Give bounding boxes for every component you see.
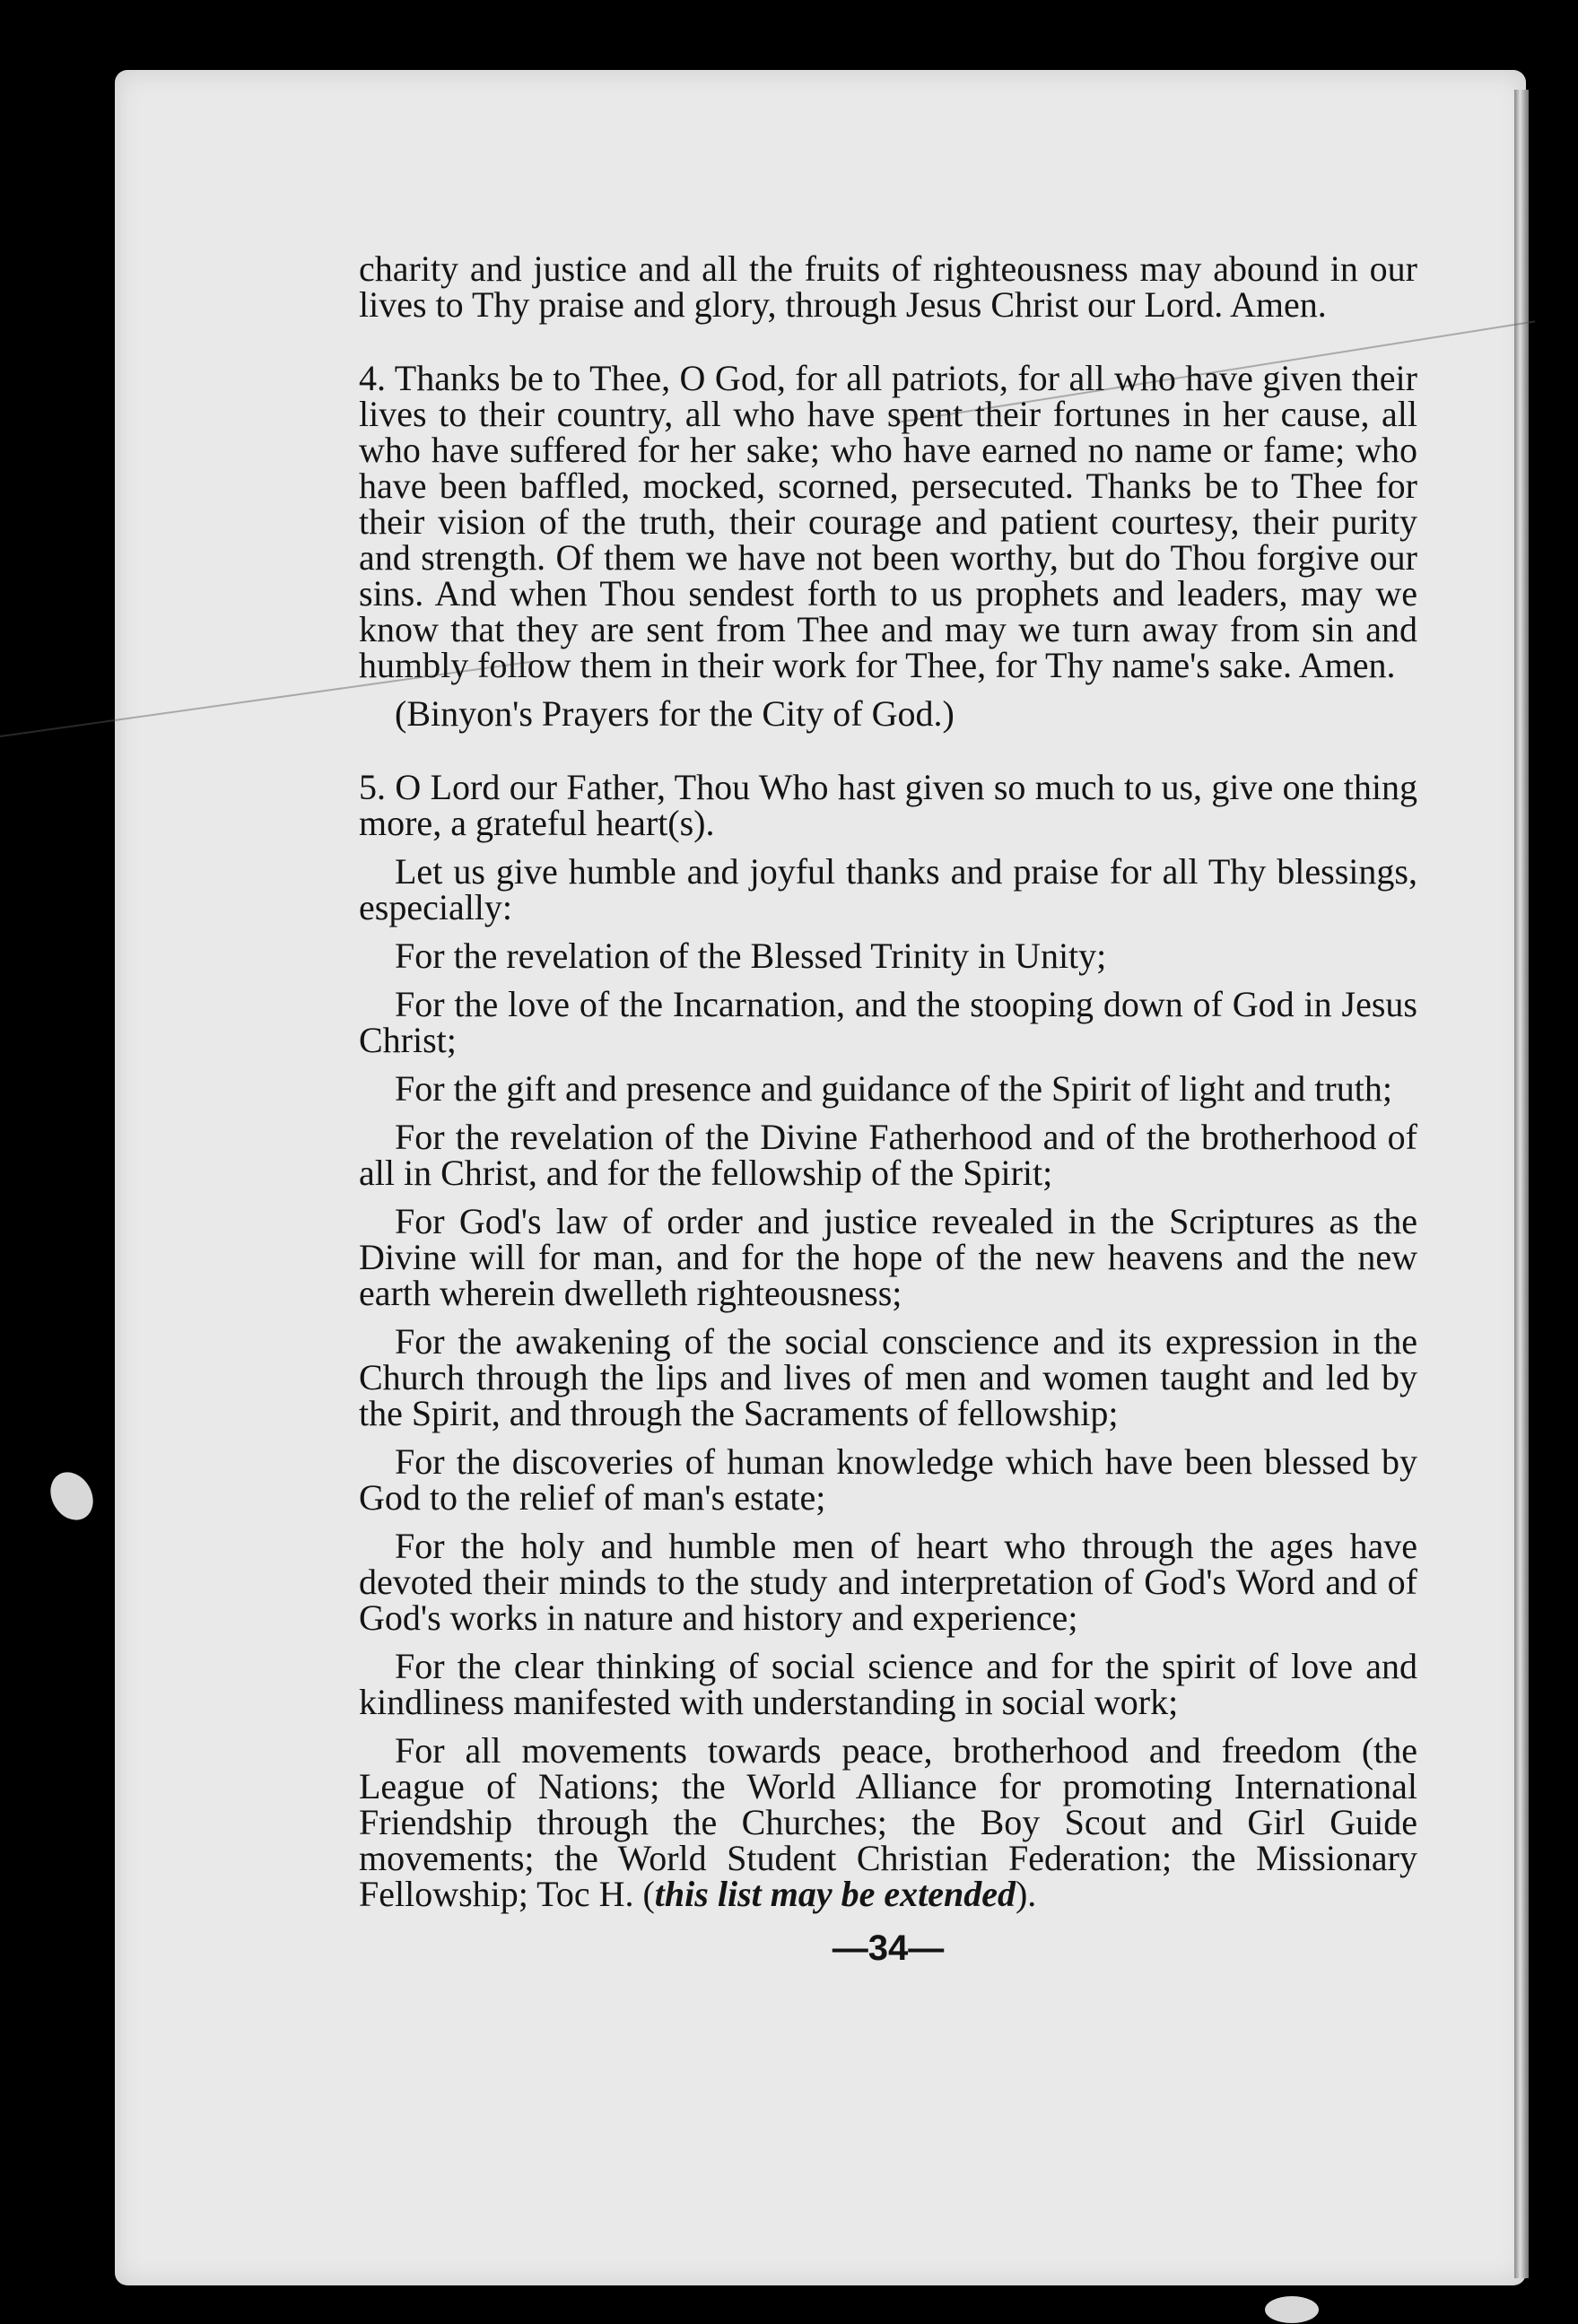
scan-speck: [42, 1465, 101, 1528]
thanksgiving-item: For the holy and humble men of heart who through the ages have devoted their minds to the study and interpretation of God's Word and of God's works in nature and history and experience;: [359, 1526, 1417, 1638]
paragraph-continuation: charity and justice and all the fruits of righteousness may abound in our lives to Thy praise and glory, through Jesus Christ our Lord. Amen.: [359, 248, 1417, 325]
thanksgiving-item: For the discoveries of human knowledge which have been blessed by God to the relief of man's estate;: [359, 1441, 1417, 1518]
thanksgiving-item: For the revelation of the Divine Fatherhood and of the brotherhood of all in Christ, and for the fellowship of the Spirit;: [359, 1117, 1417, 1193]
thanksgiving-item: For God's law of order and justice revealed in the Scriptures as the Divine will for man, and for the hope of the new heavens and the new earth wherein dwelleth righteousness;: [359, 1201, 1417, 1313]
last-item-italic: this list may be extended: [654, 1874, 1016, 1914]
last-item-text: For all movements towards peace, brotherhood and freedom (the League of Nations; the World Alliance for promoting International Friendship through the Churches; the Boy Scout and Girl Guide movements; the World Student Christian Federation; the Missionary Fellowship; Toc H. (: [359, 1730, 1417, 1914]
book-spine-edge: [1514, 90, 1529, 2278]
last-item-end: ).: [1015, 1874, 1037, 1914]
prayer-5: 5. O Lord our Father, Thou Who hast given so much to us, give one thing more, a grateful heart(s).: [359, 767, 1417, 843]
thanksgiving-intro: Let us give humble and joyful thanks and praise for all Thy blessings, especially:: [359, 851, 1417, 927]
prayer-4: 4. Thanks be to Thee, O God, for all patriots, for all who have given their lives to their country, all who have spent their fortunes in her cause, all who have suffered for her sake; who have earned no name or fame; who have been baffled, mocked, scorned, persecuted. Thanks be to Thee for their vision of the truth, their courage and patient courtesy, their purity and strength. Of them we have not been worthy, but do Thou forgive our sins. And when Thou sendest forth to us prophets and leaders, may we know that they are sent from Thee and may we turn away from sin and humbly follow them in their work for Thee, for Thy name's sake. Amen.: [359, 358, 1417, 685]
thanksgiving-item: For the revelation of the Blessed Trinity in Unity;: [395, 936, 1107, 976]
scan-speck: [1265, 2296, 1319, 2323]
citation: (Binyon's Prayers for the City of God.): [395, 693, 955, 734]
thanksgiving-item: For the clear thinking of social science and for the spirit of love and kindliness manifested with understanding in social work;: [359, 1646, 1417, 1722]
thanksgiving-item: For the awakening of the social conscience and its expression in the Church through the lips and lives of men and women taught and led by the Spirit, and through the Sacraments of fellowship;: [359, 1321, 1417, 1433]
page-text: [359, 248, 1417, 1968]
thanksgiving-item: For the gift and presence and guidance of the Spirit of light and truth;: [395, 1068, 1392, 1109]
thanksgiving-item: For the love of the Incarnation, and the stooping down of God in Jesus Christ;: [359, 984, 1417, 1060]
thanksgiving-item-last: [359, 1730, 1417, 1914]
page-number: —34—: [832, 1928, 945, 1968]
